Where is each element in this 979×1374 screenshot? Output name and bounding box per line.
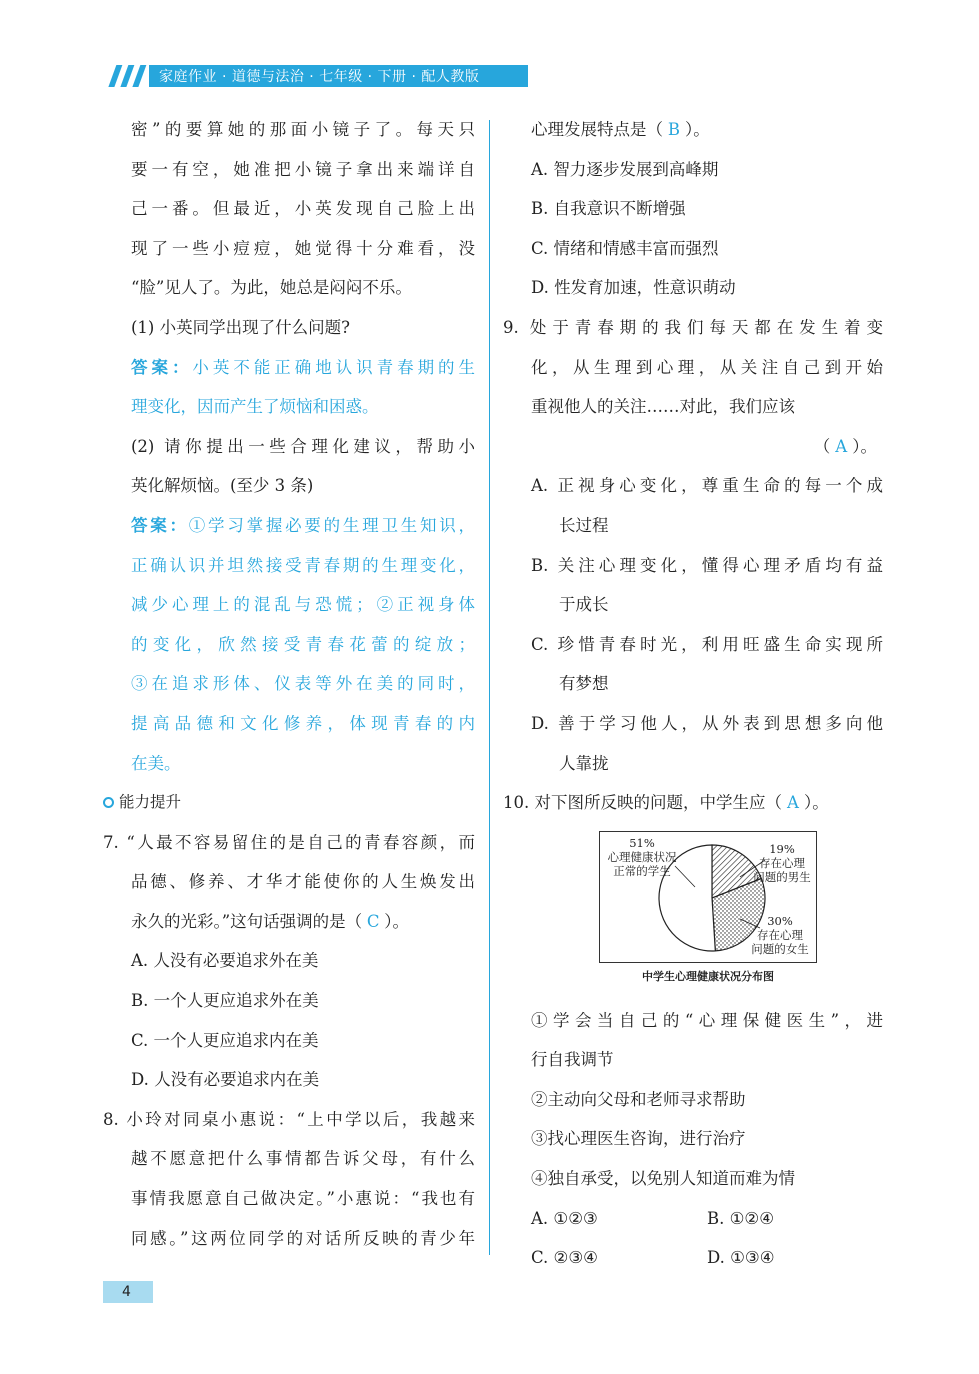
question-7-line: 品德、修养、才华才能使你的人生焕发出 [131,872,475,892]
answer-2-line: 正确认识并坦然接受青春期的生理变化， [131,555,475,575]
option-d: 人靠拢 [559,753,609,773]
question-10-line: 10. 对下图所反映的问题，中学生应（ A ）。 [503,783,883,823]
option-a: A. 智力逐步发展到高峰期 [531,159,719,179]
chart-caption: 中学生心理健康状况分布图 [642,969,774,983]
question-7-line: 永久的光彩。”这句话强调的是（ C ）。 [103,902,475,942]
column-divider [489,120,490,1255]
answer-1-line: 答案：小英不能正确地认识青春期的生 [131,357,475,377]
statement-1: ①学会当自己的“心理保健医生”，进 [531,1010,883,1030]
story-line: “脸”见人了。为此，她总是闷闷不乐。 [131,278,412,298]
question-9-line: 重视他人的关注……对此，我们应该 [531,397,795,417]
question-1: (1) 小英同学出现了什么问题? [131,317,350,337]
question-8-line: 8. 小玲对同桌小惠说：“上中学以后，我越来 [103,1109,475,1129]
statement-1: 行自我调节 [531,1050,614,1070]
option-a: A. 人没有必要追求外在美 [131,951,319,971]
option-c: C. ②③④ [531,1248,598,1268]
option-c: C. 珍惜青春时光，利用旺盛生命实现所 [531,634,883,654]
option-d: D. 善于学习他人，从外表到思想多向他 [531,713,883,733]
option-c: C. 情绪和情感丰富而强烈 [531,238,719,258]
circle-bullet-icon [103,797,114,808]
answer-2-line: 答案：①学习掌握必要的生理卫生知识， [131,515,475,535]
right-column [503,110,883,1278]
label-normal-students: 51% 心理健康状况 正常的学生 [607,835,677,878]
question-8-line: 事情我愿意自己做决定。”小惠说：“我也有 [131,1189,475,1209]
answer-choice: A [787,793,799,813]
statement-4: ④独自承受，以免别人知道而难为情 [531,1169,795,1189]
option-c: C. 一个人更应追求内在美 [131,1030,319,1050]
answer-2-line: 的变化，欣然接受青春花蕾的绽放； [131,634,475,654]
header-stripes-icon [103,65,149,87]
question-9-line: 9. 处于青春期的我们每天都在发生着变 [503,317,883,337]
question-8-line: 同感。”这两位同学的对话所反映的青少年 [131,1228,475,1248]
option-b: B. 一个人更应追求外在美 [131,991,319,1011]
question-7-line: 7. “人最不容易留住的是自己的青春容颜，而 [103,832,475,852]
option-b: B. ①②④ [707,1208,774,1228]
option-a: 长过程 [559,515,609,535]
option-c: 有梦想 [559,674,609,694]
question-2-line: 英化解烦恼。(至少 3 条) [131,476,314,496]
option-b: B. 自我意识不断增强 [531,199,686,219]
options-row [503,1199,883,1239]
page-number: 4 [103,1281,153,1303]
option-d: D. ①③④ [707,1248,775,1268]
answer-choice: B [667,120,681,139]
question-9-answer: （ A ）。 [503,427,883,467]
left-column [103,110,475,1258]
story-line: 现了一些小痘痘，她觉得十分难看，没 [131,238,475,258]
story-line: 要一有空，她准把小镜子拿出来端详自 [131,159,475,179]
pie-chart-figure [503,823,883,1001]
page-header [103,65,528,87]
answer-2-line: ③在追求形体、仪表等外在美的同时， [131,674,475,694]
option-d: D. 人没有必要追求内在美 [131,1070,320,1090]
question-8-line: 越不愿意把什么事情都告诉父母，有什么 [131,1149,475,1169]
question-2-line: (2) 请你提出一些合理化建议，帮助小 [131,436,475,456]
option-a: A. 正视身心变化，尊重生命的每一个成 [531,476,883,496]
question-9-line: 化，从生理到心理，从关注自己到开始 [531,357,883,377]
answer-1-line: 理变化，因而产生了烦恼和困惑。 [131,397,379,417]
section-title: 能力提升 [103,783,475,823]
option-a: A. ①②③ [531,1208,598,1228]
options-row [503,1238,883,1278]
answer-choice: C [366,911,380,931]
answer-label: 答案： [131,357,193,377]
header-title: 家庭作业 · 道德与法治 · 七年级 · 下册 · 配人教版 [159,69,480,85]
answer-label: 答案： [131,515,189,535]
answer-2-line: 在美。 [131,753,181,773]
option-d: D. 性发育加速，性意识萌动 [531,278,736,298]
story-line: 己一番。但最近，小英发现自己脸上出 [131,199,475,219]
statement-3: ③找心理医生咨询，进行治疗 [531,1129,746,1149]
label-boys: 19% 存在心理 问题的男生 [753,841,811,884]
statement-2: ②主动向父母和老师寻求帮助 [531,1089,746,1109]
option-b: B. 关注心理变化，懂得心理矛盾均有益 [531,555,883,575]
story-line: 密”的要算她的那面小镜子了。每天只 [131,120,475,139]
answer-2-line: 提高品德和文化修养，体现青春的内 [131,713,475,733]
option-b: 于成长 [559,595,609,615]
answer-2-line: 减少心理上的混乱与恐慌；②正视身体 [131,595,475,615]
chart-frame [599,831,817,963]
question-8-line: 心理发展特点是（ B ）。 [503,110,883,150]
answer-choice: A [835,436,848,456]
label-girls: 30% 存在心理 问题的女生 [751,913,809,956]
